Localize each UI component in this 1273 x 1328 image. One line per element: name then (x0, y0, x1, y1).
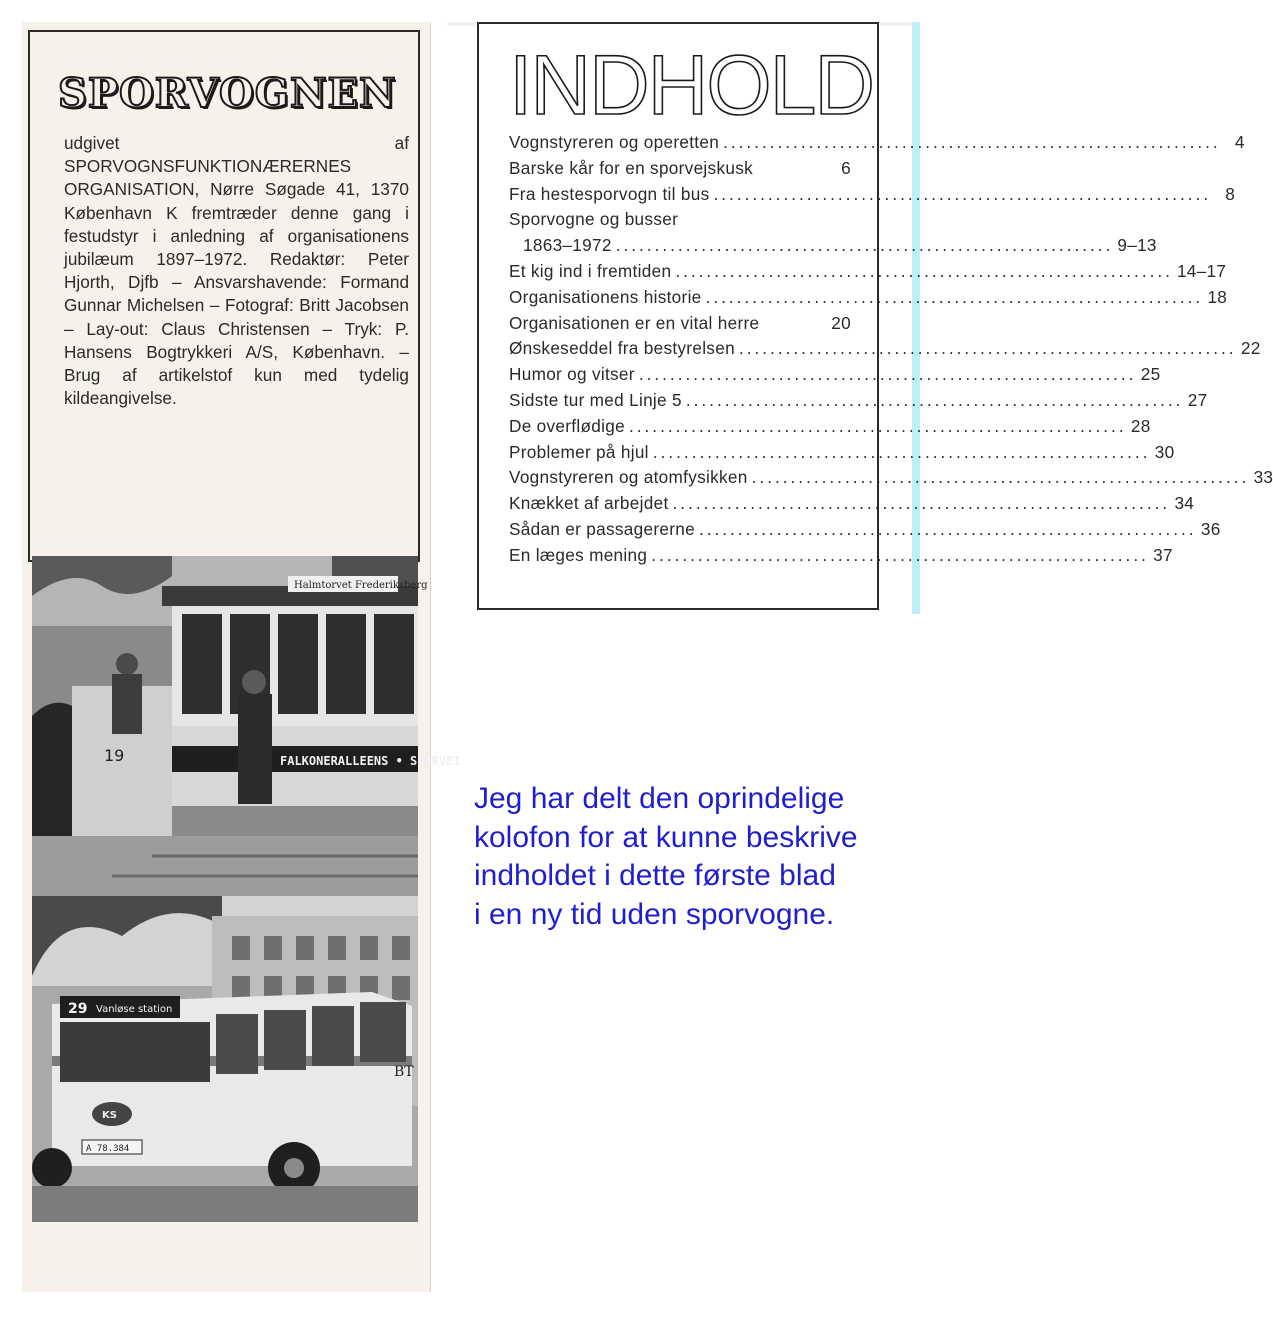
tram-side-text: FALKONERALLEENS • SPORVEI (280, 754, 461, 768)
toc-entry-title: Organisationens historie (509, 286, 702, 307)
note-line: Jeg har delt den oprindelige (474, 782, 845, 815)
left-page (22, 22, 461, 1292)
toc-leader-dots (713, 184, 1211, 205)
toc-entry (509, 260, 1227, 287)
table-of-contents (509, 132, 1273, 571)
masthead-title: SPORVOGNEN (58, 70, 397, 117)
bus-badge: KS (102, 1110, 117, 1121)
toc-entry-page: 34 (1174, 493, 1195, 514)
toc-entry-page: 37 (1153, 544, 1173, 565)
toc-entry-title: Fra hestesporvogn til bus (509, 183, 710, 204)
tram-photo (32, 556, 461, 896)
toc-entry-page: 30 (1154, 441, 1175, 462)
toc-entry-title: Humor og vitser (509, 364, 635, 385)
toc-entry (509, 415, 1151, 442)
toc-entry (509, 158, 851, 184)
toc-entry (509, 544, 1173, 571)
toc-entry-title: Vognstyreren og operetten (509, 132, 720, 152)
toc-entry-title: De overflødige (509, 415, 625, 436)
toc-entry (509, 132, 1245, 158)
toc-leader-dots (723, 132, 1221, 153)
toc-entry-page: 4 (1234, 132, 1245, 152)
bus-destination: Vanløse station (96, 1004, 173, 1015)
toc-entry-page: 14–17 (1176, 260, 1227, 281)
toc-entry-page: 25 (1140, 364, 1161, 385)
toc-entry-page: 9–13 (1117, 235, 1157, 256)
toc-entry (509, 338, 1261, 364)
toc-entry-title: Organisationen er en vital herre (509, 312, 760, 333)
bus-plate: A 78.384 (86, 1144, 130, 1154)
toc-leader-dots (686, 390, 1184, 411)
toc-entry-title: Problemer på hjul (509, 441, 649, 462)
toc-entry-title: Sidste tur med Linje 5 (509, 389, 682, 410)
toc-entry (509, 467, 1273, 493)
blue-note (474, 780, 944, 934)
tram-car-number: 19 (104, 746, 125, 765)
bus-route-number: 29 (68, 1001, 88, 1017)
toc-leader-dots (739, 338, 1237, 359)
toc-title: INDHOLD (509, 38, 874, 132)
toc-entry-title: Vognstyreren og atomfysikken (509, 467, 748, 488)
colophon-text (64, 132, 409, 410)
note-line: kolofon for at kunne beskrive (474, 820, 858, 854)
toc-entry-page: 8 (1225, 183, 1236, 204)
toc-entry-title: 1863–1972 (523, 235, 612, 256)
toc-entry-title: En læges mening (509, 544, 648, 565)
toc-entry (509, 313, 851, 339)
toc-entry (509, 518, 1221, 545)
toc-leader-dots (651, 545, 1149, 566)
toc-entry-page: 28 (1130, 415, 1151, 436)
toc-leader-dots (639, 364, 1137, 385)
toc-leader-dots (752, 467, 1250, 488)
toc-entry-title: Barske kår for en sporvejskusk (509, 157, 753, 178)
bus-photo (32, 896, 418, 1222)
toc-entry-title: Sporvogne og busser (509, 209, 679, 230)
toc-entry-title: Ønskeseddel fra bestyrelsen (509, 338, 735, 359)
toc-entry (509, 286, 1228, 313)
toc-entry (509, 493, 1195, 519)
toc-entry-page: 22 (1240, 338, 1261, 359)
toc-entry (509, 441, 1175, 468)
toc-leader-dots (699, 519, 1197, 540)
toc-leader-dots (653, 442, 1151, 463)
toc-leader-dots (706, 287, 1204, 308)
note-line: indholdet i dette første blad (474, 859, 836, 892)
toc-entry (509, 389, 1208, 416)
toc-entry-page: 18 (1207, 286, 1228, 307)
bus-side-logo: BT (394, 1064, 414, 1080)
toc-leader-dots (673, 493, 1171, 514)
note-line: i en ny tid uden sporvogne. (474, 897, 835, 931)
toc-leader-dots (616, 235, 1114, 256)
tram-roof-sign: Halmtorvet Frederiksberg (294, 580, 428, 591)
colophon-paragraph: udgivet af SPORVOGNSFUNKTIONÆRERNES ORGANISATION, Nørre Søgade 41, 1370 København K fremtræder denne gang i festudstyr i anledning af organisationens jubilæum 1897–1972. Redaktør: Peter Hjorth, Djfb – Ansvarshavende: Formand Gunnar Michelsen – Fotograf: Britt Jacobsen – Lay-out: Claus Christensen – Tryk: P. Hansens Bogtrykkeri A/S, København. – Brug af artikelstof kun med tydelig kildeangivelse. (64, 133, 409, 409)
toc-entry (509, 364, 1161, 390)
toc-leader-dots (675, 261, 1173, 282)
toc-entry (509, 209, 851, 235)
toc-leader-dots (629, 416, 1127, 437)
toc-entry-page: 36 (1200, 518, 1221, 539)
toc-entry-title: Knækket af arbejdet (509, 493, 669, 514)
toc-entry-page: 33 (1253, 467, 1273, 488)
toc-entry (509, 235, 1157, 261)
toc-entry (509, 183, 1236, 210)
toc-entry-page: 27 (1187, 389, 1208, 410)
toc-entry-title: Sådan er passagererne (509, 518, 695, 539)
colophon-box (28, 30, 420, 562)
toc-box (477, 22, 1273, 610)
toc-entry-title: Et kig ind i fremtiden (509, 260, 672, 281)
toc-entry-page: 6 (841, 157, 851, 178)
toc-entry-page: 20 (831, 312, 851, 333)
